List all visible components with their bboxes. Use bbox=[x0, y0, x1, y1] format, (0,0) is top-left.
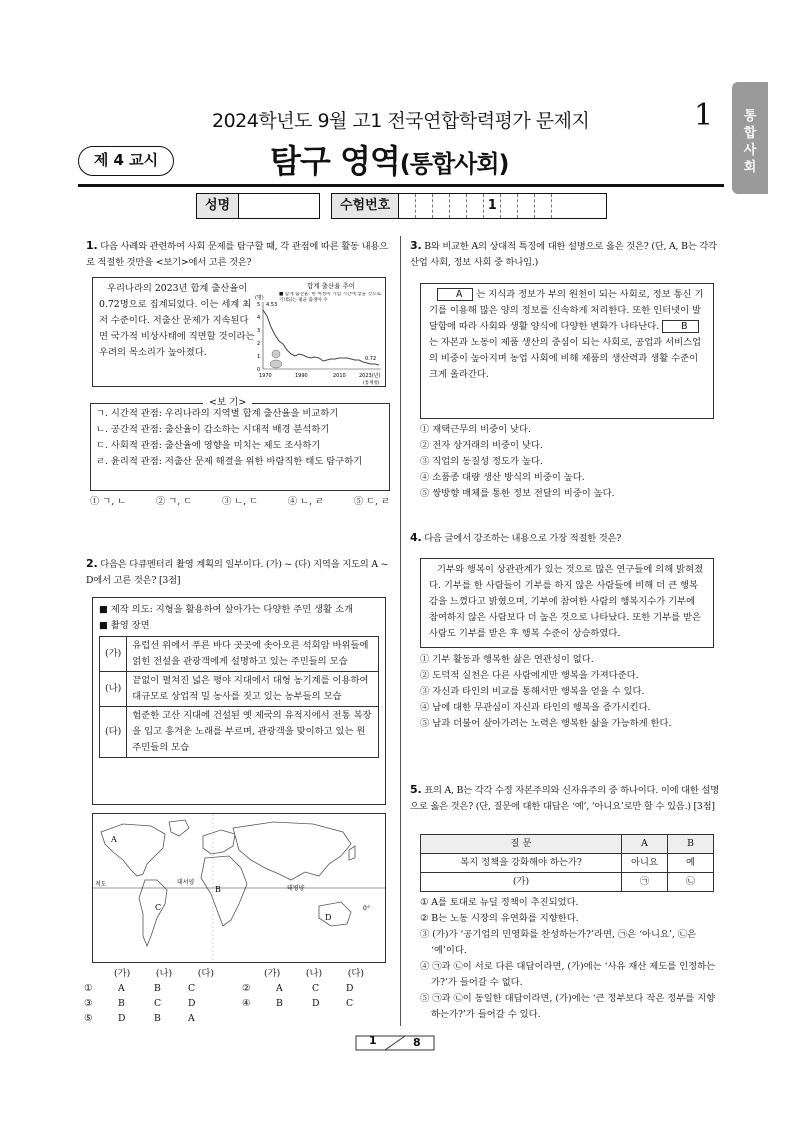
name-label: 성명 bbox=[197, 194, 239, 218]
q3-passage-b: 는 자본과 노동이 제품 생산의 중심이 되는 사회로, 공업과 서비스업의 비중이 높아지며 농업 사회에 비해 제품의 생산력과 생활 수준이 크게 올라간다. bbox=[429, 337, 702, 380]
subject-side-tab bbox=[732, 82, 768, 194]
q5-table-row bbox=[421, 873, 714, 892]
q3-option[interactable]: ③ 직업의 동질성 정도가 높다. bbox=[420, 456, 543, 467]
side-tab-char: 회 bbox=[743, 160, 757, 175]
q2-stem bbox=[86, 556, 392, 589]
header-rule bbox=[78, 184, 724, 187]
q3-stem-text: B와 비교한 A의 상대적 특징에 대한 설명으로 옳은 것은? (단, A, B는 각각 산업 사회, 정보 사회 중 하나임.) bbox=[410, 241, 717, 268]
subject-sub: (통합사회) bbox=[399, 150, 509, 178]
bogi-box bbox=[90, 403, 390, 491]
q5-cell: (가) bbox=[421, 873, 622, 892]
q4-options bbox=[420, 652, 720, 732]
q1-option[interactable]: ① ㄱ, ㄴ bbox=[90, 496, 127, 507]
scene-row bbox=[100, 672, 379, 707]
q2-stem-text: 다음은 다큐멘터리 촬영 계획의 일부이다. (가) ~ (다) 지역을 지도의 A ~ D에서 고른 것은? [3점] bbox=[86, 559, 389, 586]
q5-table-header bbox=[421, 835, 714, 854]
q3-option[interactable]: ① 재택근무의 비중이 낮다. bbox=[420, 424, 531, 435]
exam-title: 2024학년도 9월 고1 전국연합학력평가 문제지 bbox=[212, 110, 590, 132]
footer-page-indicator bbox=[355, 1035, 435, 1051]
q1-options bbox=[90, 494, 390, 510]
footer-box bbox=[355, 1035, 435, 1051]
scene-label: (가) bbox=[100, 637, 127, 672]
q3-passage-a: 는 지식과 정보가 부의 원천이 되는 사회로, 정보 통신 기기를 이용해 많은 양의 정보를 신속하게 처리한다. 또한 인터넷이 발달함에 따라 사회와 생활 양식에 다양한 변화가 나타난다. bbox=[429, 289, 704, 332]
q3-option[interactable]: ④ 소품종 대량 생산 방식의 비중이 높다. bbox=[420, 472, 585, 483]
q4-option[interactable]: ⑤ 남과 더불어 살아가려는 노력은 행복한 삶을 가능하게 한다. bbox=[420, 718, 672, 729]
exam-number-field[interactable] bbox=[331, 193, 607, 219]
q1-stem-text: 다음 사례와 관련하여 사회 문제를 탐구할 때, 각 관점에 따른 활동 내용으로 적절한 것만을 <보기>에서 고른 것은? bbox=[86, 241, 388, 268]
q1-passage-box bbox=[92, 277, 386, 387]
q5-cell: ㉡ bbox=[668, 873, 714, 892]
baby-icon bbox=[272, 350, 280, 358]
graph-unit: (명) bbox=[255, 295, 264, 301]
q5-number: 5. bbox=[410, 783, 422, 796]
q2-option-2[interactable]: ② A C D bbox=[242, 983, 354, 994]
scene-text: 끝없이 펼쳐진 넓은 평야 지대에서 대형 농기계를 이용하여 대규모로 상업적 밀 농사를 짓고 있는 농부들의 모습 bbox=[127, 672, 379, 707]
q1-option[interactable]: ② ㄱ, ㄷ bbox=[155, 496, 193, 507]
q5-table-row bbox=[421, 854, 714, 873]
map-greenland bbox=[169, 820, 189, 836]
answer-header: (가) bbox=[264, 968, 281, 979]
column-divider bbox=[400, 236, 401, 1026]
map-label-atlantic: 대서양 bbox=[177, 879, 195, 886]
exam-number-cell bbox=[416, 194, 433, 218]
q5-option[interactable]: ② B는 노동 시장의 유연화를 지향한다. bbox=[420, 913, 579, 924]
q4-option[interactable]: ③ 자신과 타인의 비교를 통해서만 행복을 얻을 수 있다. bbox=[420, 686, 645, 697]
q3-passage-box bbox=[420, 283, 714, 419]
scene-row bbox=[100, 707, 379, 758]
q2-plan-box bbox=[92, 597, 386, 805]
map-south-america bbox=[139, 880, 167, 946]
q5-stem-text: 표의 A, B는 각각 수정 자본주의와 신자유주의 중 하나이다. 이에 대한 설명으로 옳은 것은? (단, 질문에 대한 대답은 ‘예’, ‘아니요’로만 할 수 있음.) [3점] bbox=[410, 785, 720, 812]
subject-main: 탐구 영역 bbox=[270, 142, 400, 180]
exam-number-cell bbox=[535, 194, 552, 218]
q5-header-cell: 질 문 bbox=[421, 835, 622, 854]
graph-y-tick: 4 bbox=[257, 315, 261, 321]
q2-option-1[interactable]: ① A B C bbox=[84, 983, 196, 994]
q5-cell: 복지 정책을 강화해야 하는가? bbox=[421, 854, 622, 873]
map-africa bbox=[201, 856, 247, 926]
q5-header-cell: B bbox=[668, 835, 714, 854]
answer-header: (다) bbox=[197, 968, 214, 979]
graph-x-tick: 1990 bbox=[295, 373, 308, 379]
map-label-pacific: 태평양 bbox=[287, 885, 305, 892]
scene-row bbox=[100, 637, 379, 672]
graph-y-tick: 3 bbox=[257, 328, 261, 334]
exam-number-cell bbox=[518, 194, 535, 218]
exam-number-label: 수험번호 bbox=[332, 194, 399, 218]
graph-legend: ■ 합계 출산율: 한 여성이 가임 기간에 낳을 것으로 기대되는 평균 출생아 수 bbox=[279, 292, 381, 303]
graph-x-tick: 2023(년) bbox=[359, 373, 381, 379]
q3-option[interactable]: ⑤ 쌍방향 매체를 통한 정보 전달의 비중이 높다. bbox=[420, 488, 615, 499]
exam-number-cell bbox=[399, 194, 416, 218]
graph-trend-line bbox=[263, 310, 379, 365]
exam-number-cell bbox=[501, 194, 518, 218]
q2-answer-grid bbox=[84, 966, 394, 1026]
q5-option[interactable]: ⑤ ㉠과 ㉡이 동일한 대답이라면, (가)에는 ‘큰 정부보다 작은 정부를 지향하는가?’가 들어갈 수 있다. bbox=[420, 993, 716, 1020]
page-number: 1 bbox=[694, 98, 714, 133]
graph-x-tick: 1970 bbox=[259, 373, 272, 379]
side-tab-char: 통 bbox=[743, 109, 757, 124]
q1-option[interactable]: ④ ㄴ, ㄹ bbox=[287, 496, 325, 507]
q3-label-b: B bbox=[662, 320, 698, 333]
scene-text: 험준한 고산 지대에 건설된 옛 제국의 유적지에서 전통 복장을 입고 흥겨운 노래를 부르며, 관광객을 맞이하고 있는 원주민들의 모습 bbox=[127, 707, 379, 758]
answer-header: (다) bbox=[347, 968, 364, 979]
q2-option-5[interactable]: ⑤ D B A bbox=[84, 1013, 195, 1024]
q5-header-cell: A bbox=[622, 835, 668, 854]
q4-option[interactable]: ④ 남에 대한 무관심이 자신과 타인의 행복을 증가시킨다. bbox=[420, 702, 651, 713]
plan-scene: ■ 촬영 장면 bbox=[99, 620, 150, 631]
world-map bbox=[92, 813, 386, 963]
q1-stem bbox=[86, 238, 392, 271]
q5-table bbox=[420, 834, 714, 892]
q3-label-a: A bbox=[437, 288, 473, 301]
side-tab-char: 사 bbox=[743, 143, 757, 158]
q3-option[interactable]: ② 전자 상거래의 비중이 낮다. bbox=[420, 440, 543, 451]
q1-passage: 우리나라의 2023년 합계 출산율이 0.72명으로 집계되었다. 이는 세계 최저 수준이다. 저출산 문제가 지속된다면 국가적 비상사태에 직면할 것이라는 우려의 목소리가 높아졌다. bbox=[99, 283, 255, 358]
q2-option-4[interactable]: ④ B D C bbox=[242, 998, 354, 1009]
q5-option[interactable]: ① A를 토대로 뉴딜 정책이 추진되었다. bbox=[420, 897, 579, 908]
graph-end-label: 0.72 bbox=[365, 356, 377, 362]
q3-number: 3. bbox=[410, 239, 422, 252]
subject-title bbox=[270, 136, 508, 182]
plan-intent: ■ 제작 의도: 지형을 활용하여 살아가는 다양한 주민 생활 소개 bbox=[99, 604, 354, 615]
exam-number-cell bbox=[450, 194, 467, 218]
exam-number-cell bbox=[467, 194, 484, 218]
map-europe bbox=[203, 830, 235, 854]
map-asia bbox=[233, 822, 351, 880]
bogi-item: ㄷ. 사회적 관점: 출산율에 영향을 미치는 제도 조사하기 bbox=[96, 440, 321, 451]
map-label-a: A bbox=[111, 835, 117, 844]
answer-header: (가) bbox=[114, 968, 131, 979]
q1-option[interactable]: ③ ㄴ, ㄷ bbox=[221, 496, 259, 507]
q5-option[interactable]: ③ (가)가 ‘공기업의 민영화를 찬성하는가?’라면, ㉠은 ‘아니요’, ㉡은 ‘예’이다. bbox=[420, 929, 697, 956]
q1-birthrate-graph bbox=[253, 278, 385, 386]
q4-stem bbox=[410, 530, 722, 547]
map-label-meridian: 0° bbox=[363, 905, 370, 912]
map-australia bbox=[319, 902, 351, 926]
bogi-item: ㄱ. 시간적 관점: 우리나라의 지역별 합계 출산율을 비교하기 bbox=[96, 408, 339, 419]
q3-stem bbox=[410, 238, 722, 271]
q4-passage-box bbox=[420, 558, 714, 648]
q5-options bbox=[420, 895, 720, 1023]
exam-number-cell: 1 bbox=[484, 194, 501, 218]
q5-cell: ㉠ bbox=[622, 873, 668, 892]
footer-total: 8 bbox=[413, 1036, 421, 1049]
answer-header: (나) bbox=[155, 968, 173, 979]
map-label-c: C bbox=[155, 903, 162, 912]
side-tab-char: 합 bbox=[743, 126, 757, 141]
bogi-item: ㄴ. 공간적 관점: 출산율이 감소하는 시대적 배경 분석하기 bbox=[96, 424, 330, 435]
graph-x-tick: 2010 bbox=[333, 373, 346, 379]
exam-number-cell bbox=[433, 194, 450, 218]
footer-page: 1 bbox=[369, 1034, 377, 1047]
q5-stem bbox=[410, 782, 722, 815]
graph-y-tick: 5 bbox=[257, 302, 261, 308]
scene-text: 유럽선 위에서 푸른 바다 곳곳에 솟아오른 석회암 바위들에 얽힌 전설을 관광객에게 설명하고 있는 주민들의 모습 bbox=[127, 637, 379, 672]
baby-icon-body bbox=[270, 360, 282, 368]
bogi-item: ㄹ. 윤리적 관점: 저출산 문제 해결을 위한 바람직한 태도 탐구하기 bbox=[96, 456, 363, 467]
answer-header: (나) bbox=[305, 968, 323, 979]
name-field[interactable] bbox=[196, 193, 320, 219]
graph-y-tick: 2 bbox=[257, 341, 261, 347]
q2-number: 2. bbox=[86, 557, 98, 570]
q5-cell: 아니요 bbox=[622, 854, 668, 873]
map-label-b: B bbox=[215, 885, 221, 894]
bogi-title: <보 기> bbox=[203, 396, 252, 410]
q4-option[interactable]: ① 기부 활동과 행복한 삶은 연관성이 없다. bbox=[420, 654, 594, 665]
map-japan bbox=[349, 846, 355, 860]
scene-table bbox=[99, 636, 379, 758]
q3-options bbox=[420, 422, 720, 502]
map-label-d: D bbox=[325, 913, 332, 922]
scene-label: (다) bbox=[100, 707, 127, 758]
map-north-america bbox=[101, 824, 165, 876]
graph-title: 합계 출산율 추이 bbox=[306, 282, 356, 290]
q4-option[interactable]: ② 도덕적 실천은 다른 사람에게만 행복을 가져다준다. bbox=[420, 670, 639, 681]
graph-y-tick: 1 bbox=[257, 354, 261, 360]
graph-source: (통계청) bbox=[363, 381, 380, 386]
exam-number-cell bbox=[552, 194, 569, 218]
q2-option-3[interactable]: ③ B C D bbox=[84, 998, 196, 1009]
q4-number: 4. bbox=[410, 531, 422, 544]
scene-label: (나) bbox=[100, 672, 127, 707]
q1-number: 1. bbox=[86, 239, 98, 252]
graph-y-tick: 0 bbox=[257, 367, 261, 373]
q1-option[interactable]: ⑤ ㄷ, ㄹ bbox=[353, 496, 390, 507]
map-label-equator: 적도 bbox=[95, 881, 107, 888]
q5-cell: 예 bbox=[668, 854, 714, 873]
graph-start-label: 4.53 bbox=[266, 302, 278, 308]
q4-stem-text: 다음 글에서 강조하는 내용으로 가장 적절한 것은? bbox=[424, 533, 622, 544]
q5-option[interactable]: ④ ㉠과 ㉡이 서로 다른 대답이라면, (가)에는 ‘사유 재산 제도를 인정하는가?’가 들어갈 수 없다. bbox=[420, 961, 716, 988]
period-badge: 제 4 교시 bbox=[78, 146, 174, 176]
q4-passage: 기부와 행복이 상관관계가 있는 것으로 많은 연구들에 의해 밝혀졌다. 기부를 한 사람들이 기부를 하지 않은 사람들에 비해 더 큰 행복감을 느꼈다고 밝혔으며, 기부에 참여한 사람의 행복지수가 기부에 참여하지 않은 사람보다 더 높은 것으로 나타났다. 또한 기부를 받은 사람도 기부를 받은 후 행복 수준이 상승하였다. bbox=[429, 564, 704, 639]
